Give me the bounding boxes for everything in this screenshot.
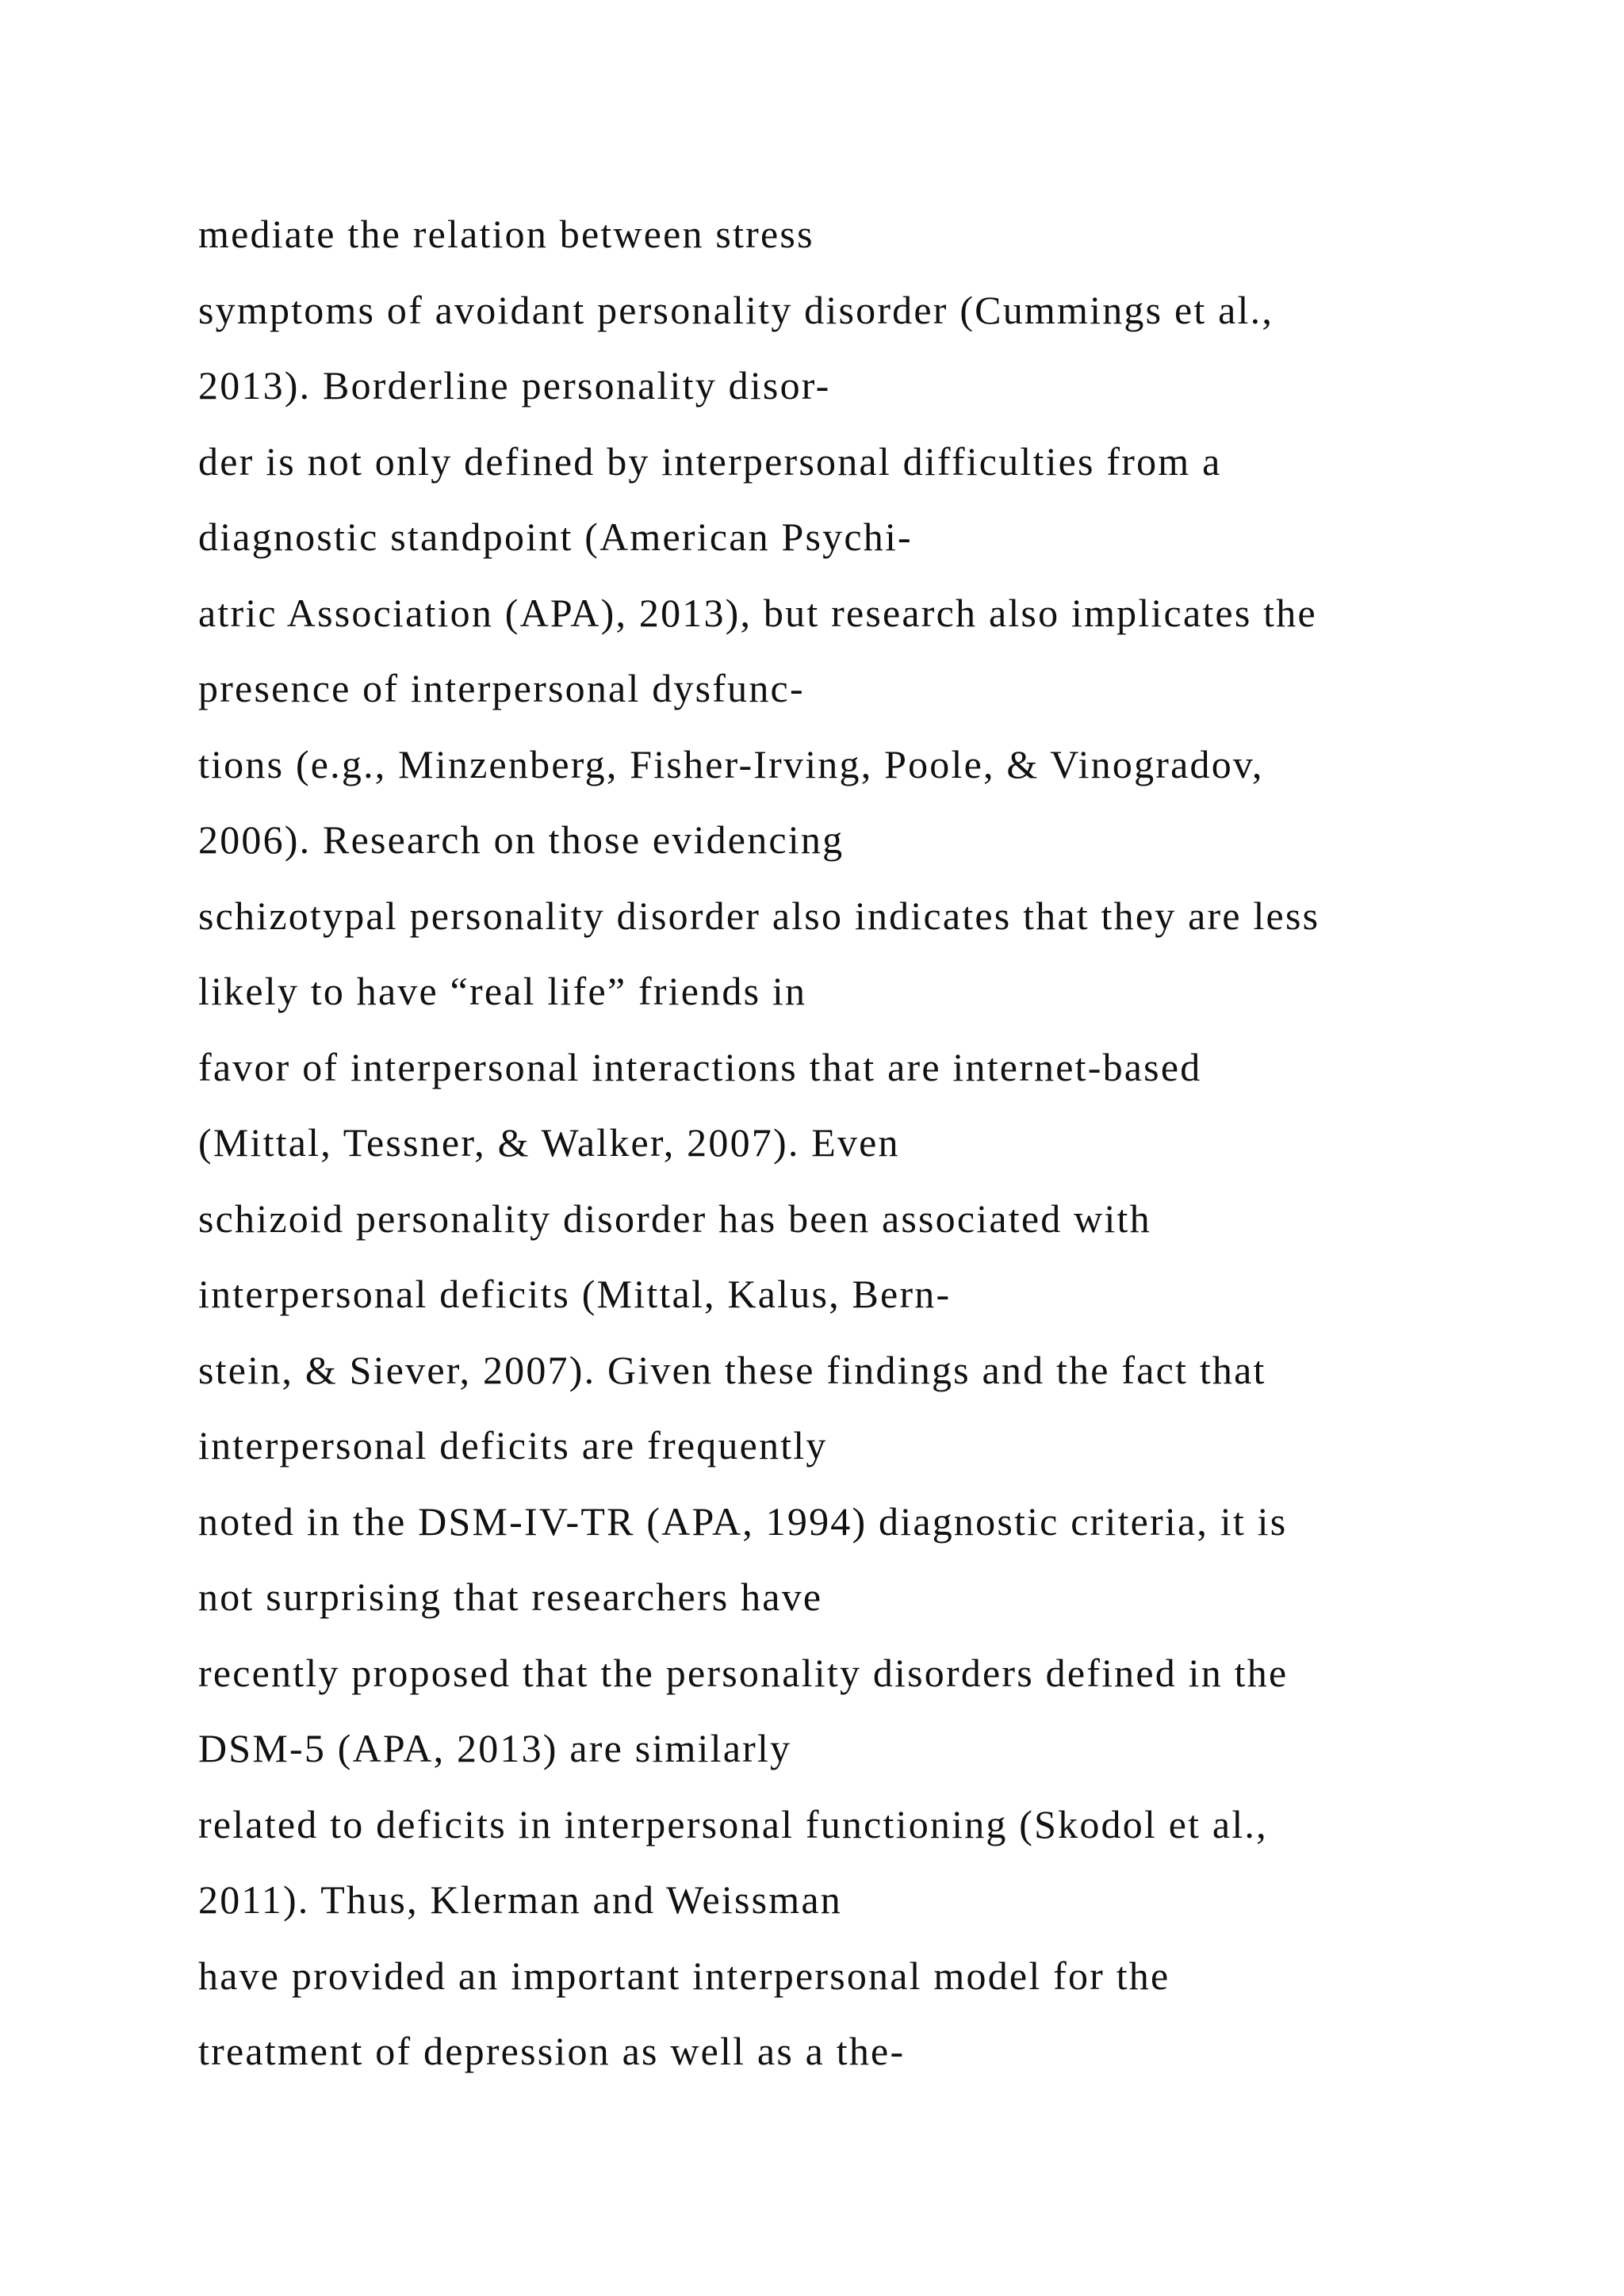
text-line: symptoms of avoidant personality disorder (Cummings et al., [198, 287, 1274, 332]
text-line: noted in the DSM-IV-TR (APA, 1994) diagnostic criteria, it is [198, 1498, 1288, 1544]
text-line: not surprising that researchers have [198, 1575, 823, 1619]
text-line: der is not only defined by interpersonal difficulties from a [198, 438, 1222, 484]
text-line: DSM-5 (APA, 2013) are similarly [198, 1726, 792, 1770]
text-line: interpersonal deficits are frequently [198, 1423, 828, 1468]
text-line: tions (e.g., Minzenberg, Fisher-Irving, Poole, & Vinogradov, [198, 741, 1264, 786]
text-line: schizotypal personality disorder also indicates that they are less [198, 893, 1320, 938]
text-line: presence of interpersonal dysfunc- [198, 666, 805, 710]
text-line: have provided an important interpersonal model for the [198, 1953, 1170, 1998]
text-line: atric Association (APA), 2013), but research also implicates the [198, 590, 1317, 635]
text-line: stein, & Siever, 2007). Given these findings and the fact that [198, 1347, 1266, 1392]
body-text [198, 197, 1546, 2090]
text-line: mediate the relation between stress [198, 212, 814, 256]
text-line: interpersonal deficits (Mittal, Kalus, Bern- [198, 1272, 952, 1316]
text-line: related to deficits in interpersonal functioning (Skodol et al., [198, 1801, 1268, 1846]
text-line: treatment of depression as well as a the- [198, 2029, 906, 2073]
text-line: 2006). Research on those evidencing [198, 817, 845, 862]
text-line: schizoid personality disorder has been associated with [198, 1196, 1151, 1241]
text-line: 2013). Borderline personality disor- [198, 363, 831, 408]
text-line: diagnostic standpoint (American Psychi- [198, 515, 913, 559]
text-line: (Mittal, Tessner, & Walker, 2007). Even [198, 1120, 900, 1165]
text-line: likely to have “real life” friends in [198, 969, 807, 1013]
text-line: favor of interpersonal interactions that are internet-based [198, 1044, 1202, 1089]
text-line: recently proposed that the personality disorders defined in the [198, 1650, 1289, 1695]
text-line: 2011). Thus, Klerman and Weissman [198, 1877, 842, 1922]
